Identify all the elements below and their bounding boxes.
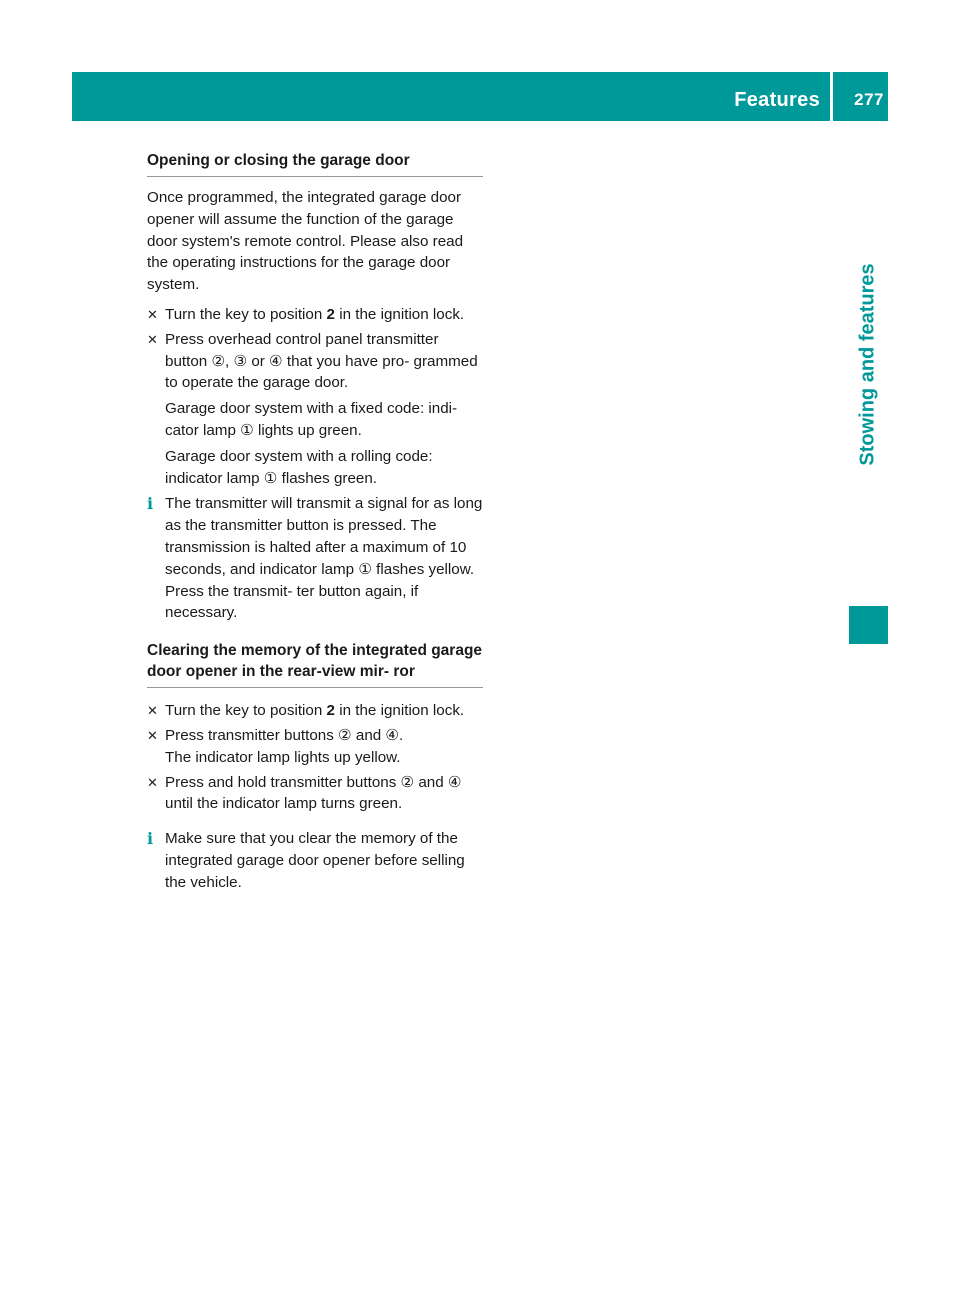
step-item [147,772,483,816]
info-note [147,828,483,893]
section-heading-clearing: Clearing the memory of the integrated garage door opener in the rear-view mir- ror [147,640,483,688]
step-position-value: 2 [326,305,335,323]
section-heading-opening: Opening or closing the garage door [147,150,483,177]
step-text-before: Turn the key to position [165,702,327,720]
chapter-tab-label: Stowing and features [857,262,879,466]
main-content [147,150,483,894]
step-text: Press and hold transmitter buttons ② and ④ until the indicator lamp turns green. [165,773,462,813]
step-text: Press overhead control panel transmitter button ②, ③ or ④ that you have pro- grammed to operate the garage door. [165,330,478,392]
step-list-clearing [147,700,483,815]
note-rolling-code: Garage door system with a rolling code: indicator lamp ① flashes green. [165,447,433,487]
step-item [147,329,483,394]
info-note [147,493,483,624]
header-divider [830,72,833,121]
info-icon: i [147,829,154,849]
arrow-right-icon: ✕ [147,774,158,790]
arrow-right-icon: ✕ [147,306,158,322]
step-text-before: Turn the key to position [165,305,327,323]
arrow-right-icon: ✕ [147,331,158,347]
page-number: 277 [854,90,884,109]
step-position-value: 2 [326,702,335,720]
step-item [147,304,483,326]
info-icon: i [147,494,154,514]
step-text: Press transmitter buttons ② and ④. [165,726,404,744]
chapter-tab [849,124,888,604]
section-title: Features [734,89,820,111]
note-fixed-code: Garage door system with a fixed code: indi- cator lamp ① lights up green. [165,400,458,439]
chapter-tab-marker [849,606,888,644]
step-result: The indicator lamp lights up yellow. [165,748,401,766]
step-text-after: in the ignition lock. [334,702,465,720]
step-item [147,700,483,722]
arrow-right-icon: ✕ [147,703,158,719]
page-header [72,72,888,121]
step-text-after: in the ignition lock. [334,305,465,323]
step-item [147,725,483,769]
info-text: The transmitter will transmit a signal for as long as the transmitter button is pressed. The transmission is halted after a maximum of 10 seconds, and indicator lamp ① flashes yellow. Press the transmit- ter button again, if necessary. [165,495,483,622]
intro-paragraph: Once programmed, the integrated garage door opener will assume the function of the garage door system's remote control. Please also read the operating instructions for the garage door system. [147,189,464,294]
arrow-right-icon: ✕ [147,727,158,743]
step-list-opening [147,304,483,624]
info-text: Make sure that you clear the memory of the integrated garage door opener before selling the vehicle. [165,830,465,891]
